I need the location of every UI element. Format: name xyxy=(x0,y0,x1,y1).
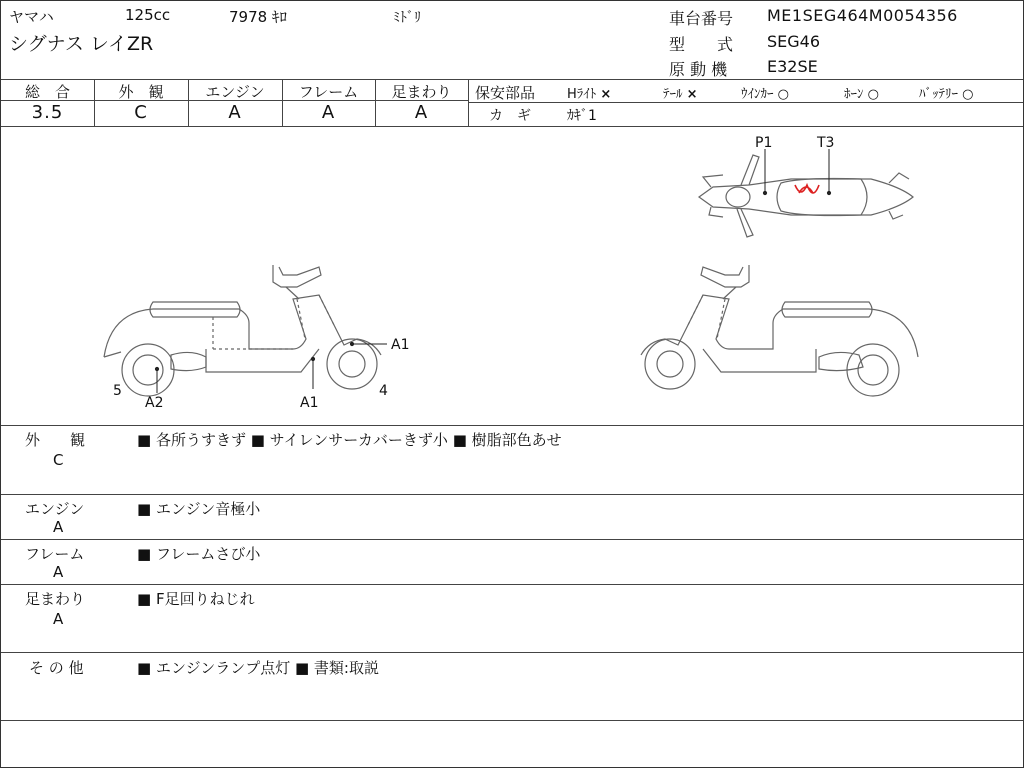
scooter-top-view xyxy=(699,155,913,237)
remark-text-frame: ■ フレームさび小 xyxy=(137,545,261,563)
remark-grade-exterior: C xyxy=(53,451,64,469)
label-5: 5 xyxy=(113,383,122,399)
remark-text-exterior: ■ 各所うすきず ■ サイレンサーカバーきず小 ■ 樹脂部色あせ xyxy=(137,431,562,449)
displacement: 125cc xyxy=(125,6,171,24)
grade-value-exterior: C xyxy=(134,102,148,123)
label-a1-rear: A1 xyxy=(391,337,410,353)
key-label: カ ギ xyxy=(489,108,531,124)
label-a1-floor: A1 xyxy=(300,395,319,411)
label-4: 4 xyxy=(379,383,388,399)
scooter-left-view xyxy=(104,265,381,396)
label-t3: T3 xyxy=(817,135,835,151)
label-p1: P1 xyxy=(755,135,773,151)
grade-label-overall: 総 合 xyxy=(24,83,70,101)
remark-text-engine: ■ エンジン音極小 xyxy=(137,500,261,518)
remark-label-suspension: 足まわり xyxy=(25,590,86,608)
damage-mark-icon xyxy=(795,185,819,193)
remark-grade-frame: A xyxy=(53,563,64,581)
grade-label-exterior: 外 観 xyxy=(118,83,164,101)
remark-grade-engine: A xyxy=(53,518,64,536)
grade-label-engine: エンジン xyxy=(205,83,265,101)
damage-diagram xyxy=(1,127,1023,425)
model-name: シグナス レイZR xyxy=(9,33,154,55)
model-code: SEG46 xyxy=(767,32,821,51)
safety-item-winker: ｳｲﾝｶｰ ○ xyxy=(741,87,789,102)
safety-item-horn: ﾎｰﾝ ○ xyxy=(844,87,879,102)
divider xyxy=(1,79,1023,80)
remark-label-frame: フレーム xyxy=(25,545,85,563)
safety-title: 保安部品 xyxy=(475,84,536,102)
key-value: ｶｷﾞ1 xyxy=(567,108,597,124)
grade-label-frame: フレーム xyxy=(298,83,359,101)
remark-text-other: ■ エンジンランプ点灯 ■ 書類:取説 xyxy=(137,659,379,677)
grade-value-frame: A xyxy=(321,102,336,123)
frame-no-label: 車台番号 xyxy=(669,9,734,28)
label-a2: A2 xyxy=(145,395,164,411)
remark-grade-suspension: A xyxy=(53,610,64,628)
grade-label-suspension: 足まわり xyxy=(391,83,452,101)
grade-value-engine: A xyxy=(228,102,242,123)
grade-value-overall: 3.5 xyxy=(31,102,64,123)
safety-item-tail: ﾃｰﾙ × xyxy=(663,87,698,102)
remark-label-exterior: 外 観 xyxy=(25,431,86,449)
safety-item-headlight: Hﾗｲﾄ × xyxy=(567,87,612,102)
grade-value-suspension: A xyxy=(414,102,429,123)
color: ﾐﾄﾞﾘ xyxy=(393,10,421,26)
frame-no: ME1SEG464M0054356 xyxy=(767,6,958,25)
safety-item-battery: ﾊﾞｯﾃﾘｰ ○ xyxy=(919,87,974,102)
engine-label: 原 動 機 xyxy=(669,60,728,79)
remark-label-other: そ の 他 xyxy=(29,659,84,677)
remark-text-suspension: ■ F足回りねじれ xyxy=(137,590,255,608)
scooter-right-view xyxy=(641,265,918,396)
engine-code: E32SE xyxy=(767,57,818,76)
remark-label-engine: エンジン xyxy=(25,500,85,518)
maker: ヤマハ xyxy=(9,8,54,26)
model-code-label: 型 式 xyxy=(669,35,734,54)
mileage: 7978 ｷﾛ xyxy=(229,8,287,26)
